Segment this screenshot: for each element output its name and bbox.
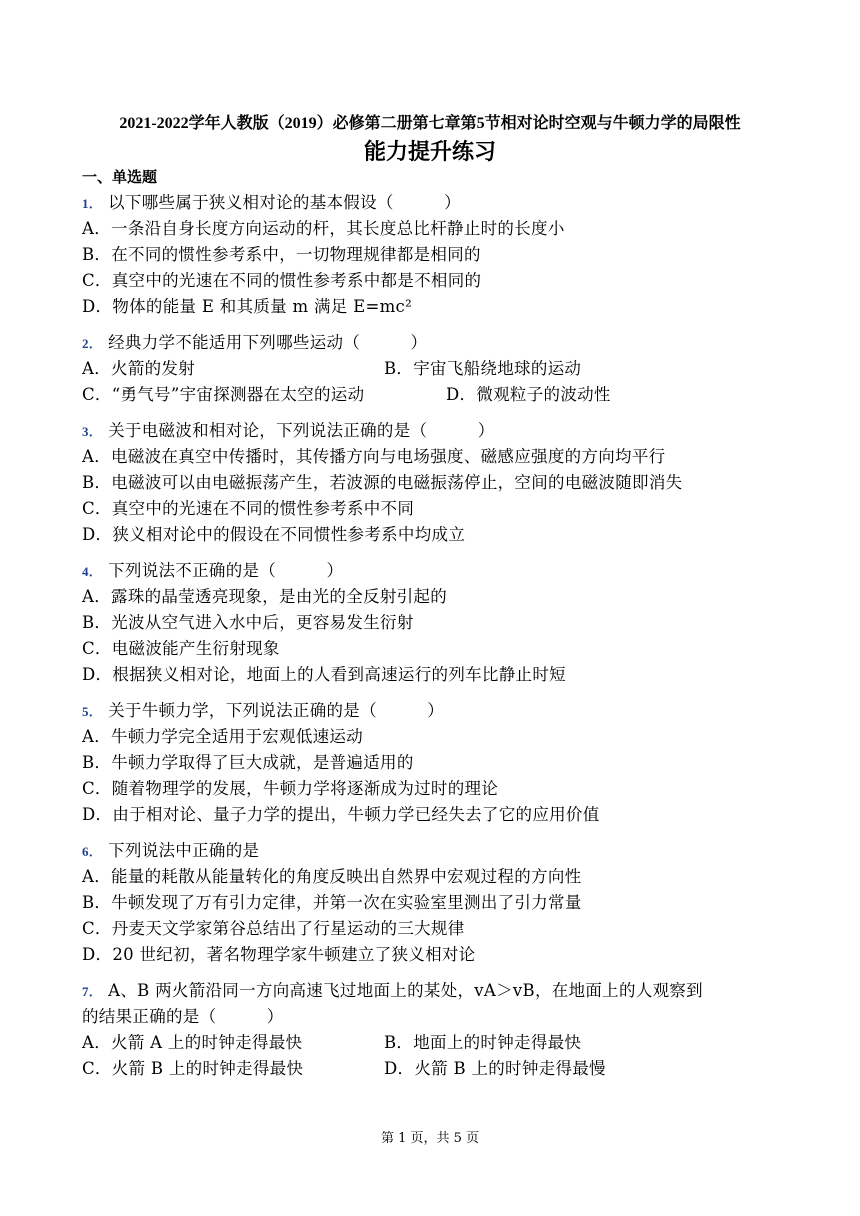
question-1-option-a: A．一条沿自身长度方向运动的杆，其长度总比杆静止时的长度小 <box>82 219 565 238</box>
question-2-stem <box>82 329 427 353</box>
question-3-option-d: D．狭义相对论中的假设在不同惯性参考系中均成立 <box>82 525 466 544</box>
question-2-option-a: A．火箭的发射 <box>82 359 196 378</box>
question-4-option-a: A．露珠的晶莹透亮现象，是由光的全反射引起的 <box>82 587 448 606</box>
question-5-option-a: A．牛顿力学完全适用于宏观低速运动 <box>82 727 364 746</box>
question-3-option-a: A．电磁波在真空中传播时，其传播方向与电场强度、磁感应强度的方向均平行 <box>82 447 666 466</box>
question-7-option-d: D．火箭 B 上的时钟走得最慢 <box>384 1059 606 1078</box>
question-7-option-a: A．火箭 A 上的时钟走得最快 <box>82 1033 303 1052</box>
question-6-text: 下列说法中正确的是 <box>108 841 260 860</box>
question-4-text: 下列说法不正确的是（ ） <box>108 561 344 580</box>
question-5-option-b: B．牛顿力学取得了巨大成就，是普遍适用的 <box>82 753 414 772</box>
section-heading: 一、单选题 <box>82 168 158 186</box>
question-1-text: 以下哪些属于狭义相对论的基本假设（ ） <box>108 193 461 212</box>
question-4-number: 4． <box>82 564 103 579</box>
question-1-option-b: B．在不同的惯性参考系中，一切物理规律都是相同的 <box>82 245 481 264</box>
question-2-option-d: D．微观粒子的波动性 <box>446 385 611 404</box>
question-4-stem <box>82 557 343 581</box>
question-5-option-d: D．由于相对论、量子力学的提出，牛顿力学已经失去了它的应用价值 <box>82 805 600 824</box>
question-1-option-c: C．真空中的光速在不同的惯性参考系中都是不相同的 <box>82 271 482 290</box>
question-5-option-c: C．随着物理学的发展，牛顿力学将逐渐成为过时的理论 <box>82 779 499 798</box>
document-subtitle: 能力提升练习 <box>363 140 496 165</box>
question-4-option-d: D．根据狭义相对论，地面上的人看到高速运行的列车比静止时短 <box>82 665 566 684</box>
question-5-stem <box>82 697 444 721</box>
question-7-number: 7． <box>82 984 103 999</box>
question-4-option-b: B．光波从空气进入水中后，更容易发生衍射 <box>82 613 414 632</box>
question-7-text-line2: 的结果正确的是（ ） <box>82 1007 284 1026</box>
question-6-option-b: B．牛顿发现了万有引力定律，并第一次在实验室里测出了引力常量 <box>82 893 582 912</box>
question-2-option-c: C．“勇气号”宇宙探测器在太空的运动 <box>82 385 365 404</box>
question-2-number: 2． <box>82 336 103 351</box>
question-3-option-b: B．电磁波可以由电磁振荡产生，若波源的电磁振荡停止，空间的电磁波随即消失 <box>82 473 683 492</box>
question-5-number: 5． <box>82 704 103 719</box>
page-footer: 第 1 页，共 5 页 <box>380 1131 480 1146</box>
question-3-text: 关于电磁波和相对论，下列说法正确的是（ ） <box>108 421 495 440</box>
question-7-stem <box>82 977 703 1001</box>
question-1-number: 1． <box>82 196 103 211</box>
question-7-option-b: B．地面上的时钟走得最快 <box>384 1033 582 1052</box>
question-6-number: 6． <box>82 844 103 859</box>
question-3-option-c: C．真空中的光速在不同的惯性参考系中不同 <box>82 499 415 518</box>
question-7-option-c: C．火箭 B 上的时钟走得最快 <box>82 1059 304 1078</box>
document-title: 2021-2022学年人教版（2019）必修第二册第七章第5节相对论时空观与牛顿力学的局限性 <box>119 115 741 132</box>
question-6-stem <box>82 837 259 861</box>
question-4-option-c: C．电磁波能产生衍射现象 <box>82 639 280 658</box>
question-6-option-a: A．能量的耗散从能量转化的角度反映出自然界中宏观过程的方向性 <box>82 867 582 886</box>
question-1-option-d: D．物体的能量 E 和其质量 m 满足 E=mc² <box>82 297 413 316</box>
question-6-option-c: C．丹麦天文学家第谷总结出了行星运动的三大规律 <box>82 919 465 938</box>
question-2-option-b: B．宇宙飞船绕地球的运动 <box>384 359 582 378</box>
question-5-text: 关于牛顿力学，下列说法正确的是（ ） <box>108 701 445 720</box>
question-3-number: 3． <box>82 424 103 439</box>
question-1-stem <box>82 189 461 213</box>
question-2-text: 经典力学不能适用下列哪些运动（ ） <box>108 333 428 352</box>
question-7-text-line1: A、B 两火箭沿同一方向高速飞过地面上的某处，vA＞vB，在地面上的人观察到 <box>108 981 703 1000</box>
question-3-stem <box>82 417 495 441</box>
question-6-option-d: D．20 世纪初，著名物理学家牛顿建立了狭义相对论 <box>82 945 476 964</box>
